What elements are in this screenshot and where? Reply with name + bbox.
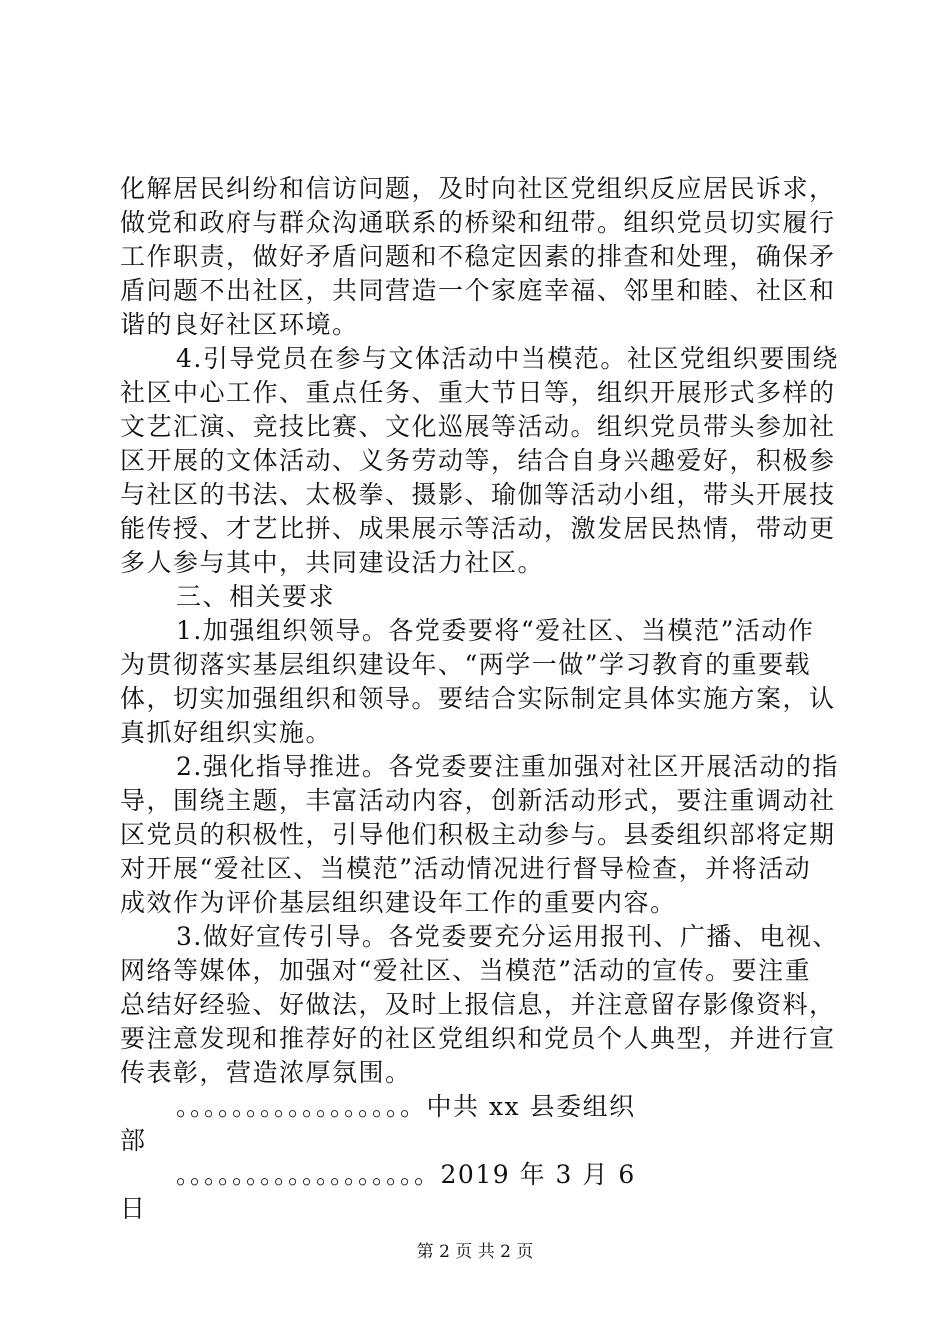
body-line: 要注意发现和推荐好的社区党组织和党员个人典型，并进行宣: [120, 1024, 836, 1053]
body-line: 社区中心工作、重点任务、重大节日等，组织开展形式多样的: [120, 378, 836, 407]
body-line: 工作职责，做好矛盾问题和不稳定因素的排查和处理，确保矛: [120, 242, 836, 271]
section-heading: 三、相关要求: [176, 582, 336, 611]
body-line: 谐的良好社区环境。: [120, 310, 359, 339]
body-line: 对开展“爱社区、当模范”活动情况进行督导检查，并将活动: [120, 854, 812, 883]
signature-organization-wrap: 部: [120, 1126, 147, 1155]
page-number-footer: 第 2 页 共 2 页: [416, 1242, 534, 1262]
body-line: 真抓好组织实施。: [120, 718, 333, 747]
body-line: 与社区的书法、太极拳、摄影、瑜伽等活动小组，带头开展技: [120, 480, 836, 509]
body-line: 总结好经验、好做法，及时上报信息，并注意留存影像资料，: [120, 990, 836, 1019]
body-line: 多人参与其中，共同建设活力社区。: [120, 548, 545, 577]
body-line: 化解居民纠纷和信访问题，及时向社区党组织反应居民诉求，: [120, 174, 836, 203]
signature-date: 。。。。。。。。。。。。。。。。。。2019 年 3 月 6: [176, 1160, 636, 1189]
body-line: 成效作为评价基层组织建设年工作的重要内容。: [120, 888, 677, 917]
body-line: 体，切实加强组织和领导。要结合实际制定具体实施方案，认: [120, 684, 836, 713]
body-line: 文艺汇演、竞技比赛、文化巡展等活动。组织党员带头参加社: [120, 412, 836, 441]
body-line: 网络等媒体，加强对“爱社区、当模范”活动的宣传。要注重: [120, 956, 812, 985]
signature-date-wrap: 日: [120, 1194, 147, 1223]
body-line: 区开展的文体活动、义务劳动等，结合自身兴趣爱好，积极参: [120, 446, 836, 475]
paragraph-start-line: 3.做好宣传引导。各党委要充分运用报刊、广播、电视、: [176, 922, 839, 951]
body-line: 为贯彻落实基层组织建设年、“两学一做”学习教育的重要载: [120, 650, 812, 679]
signature-organization: 。。。。。。。。。。。。。。。。。中共 xx 县委组织: [176, 1092, 636, 1121]
paragraph-start-line: 2.强化指导推进。各党委要注重加强对社区开展活动的指: [176, 752, 839, 781]
body-line: 区党员的积极性，引导他们积极主动参与。县委组织部将定期: [120, 820, 836, 849]
paragraph-start-line: 4.引导党员在参与文体活动中当模范。社区党组织要围绕: [176, 344, 839, 373]
body-line: 能传授、才艺比拼、成果展示等活动，激发居民热情，带动更: [120, 514, 836, 543]
body-line: 导，围绕主题，丰富活动内容，创新活动形式，要注重调动社: [120, 786, 836, 815]
body-line: 传表彰，营造浓厚氛围。: [120, 1058, 412, 1087]
body-line: 盾问题不出社区，共同营造一个家庭幸福、邻里和睦、社区和: [120, 276, 836, 305]
paragraph-start-line: 1.加强组织领导。各党委要将“爱社区、当模范”活动作: [176, 616, 815, 645]
body-line: 做党和政府与群众沟通联系的桥梁和纽带。组织党员切实履行: [120, 208, 836, 237]
